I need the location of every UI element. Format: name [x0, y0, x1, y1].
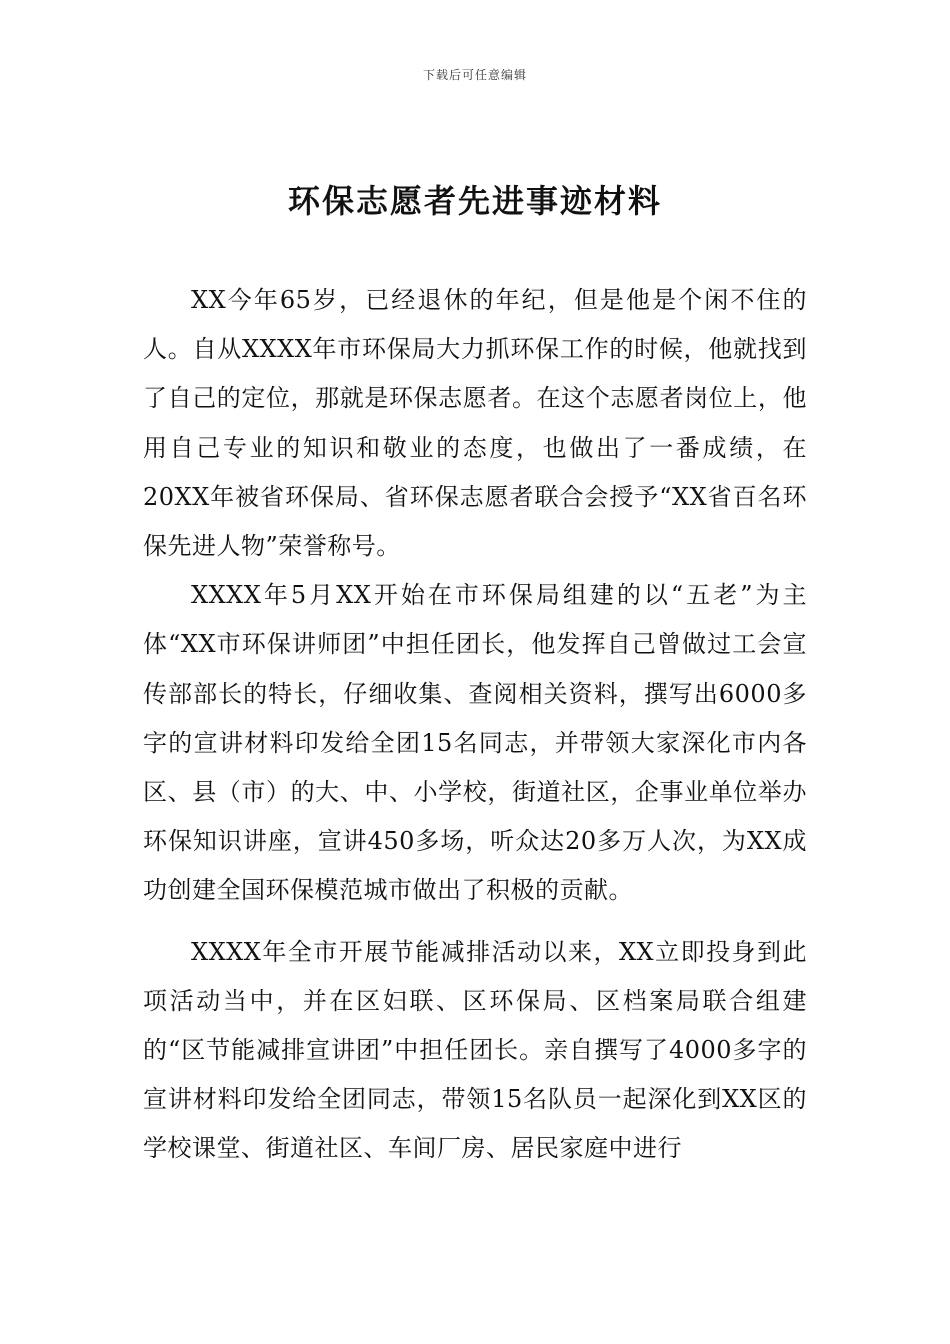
page-title: 环保志愿者先进事迹材料 [287, 182, 662, 220]
document-body [143, 276, 807, 1174]
paragraph-1: XX今年65岁，已经退休的年纪，但是他是个闲不住的人。自从XXXX年市环保局大力抓环保工作的时候，他就找到了自己的定位，那就是环保志愿者。在这个志愿者岗位上，他用自己专业的知识和敬业的态度，也做出了一番成绩，在20XX年被省环保局、省环保志愿者联合会授予“XX省百名环保先进人物”荣誉称号。 [143, 286, 807, 561]
paragraph-3: XXXX年全市开展节能减排活动以来，XX立即投身到此项活动当中，并在区妇联、区环保局、区档案局联合组建的“区节能减排宣讲团”中担任团长。亲自撰写了4000多字的宣讲材料印发给全团同志，带领15名队员一起深化到XX区的学校课堂、街道社区、车间厂房、居民家庭中进行 [143, 937, 807, 1163]
header-note: 下载后可任意编辑 [422, 68, 527, 82]
paragraph-2: XXXX年5月XX开始在市环保局组建的以“五老”为主体“XX市环保讲师团”中担任团长，他发挥自己曾做过工会宣传部部长的特长，仔细收集、查阅相关资料，撰写出6000多字的宣讲材料印发给全团15名同志，并带领大家深化市内各区、县（市）的大、中、小学校，街道社区，企事业单位举办环保知识讲座，宣讲450多场，听众达20多万人次，为XX成功创建全国环保模范城市做出了积极的贡献。 [143, 581, 807, 905]
